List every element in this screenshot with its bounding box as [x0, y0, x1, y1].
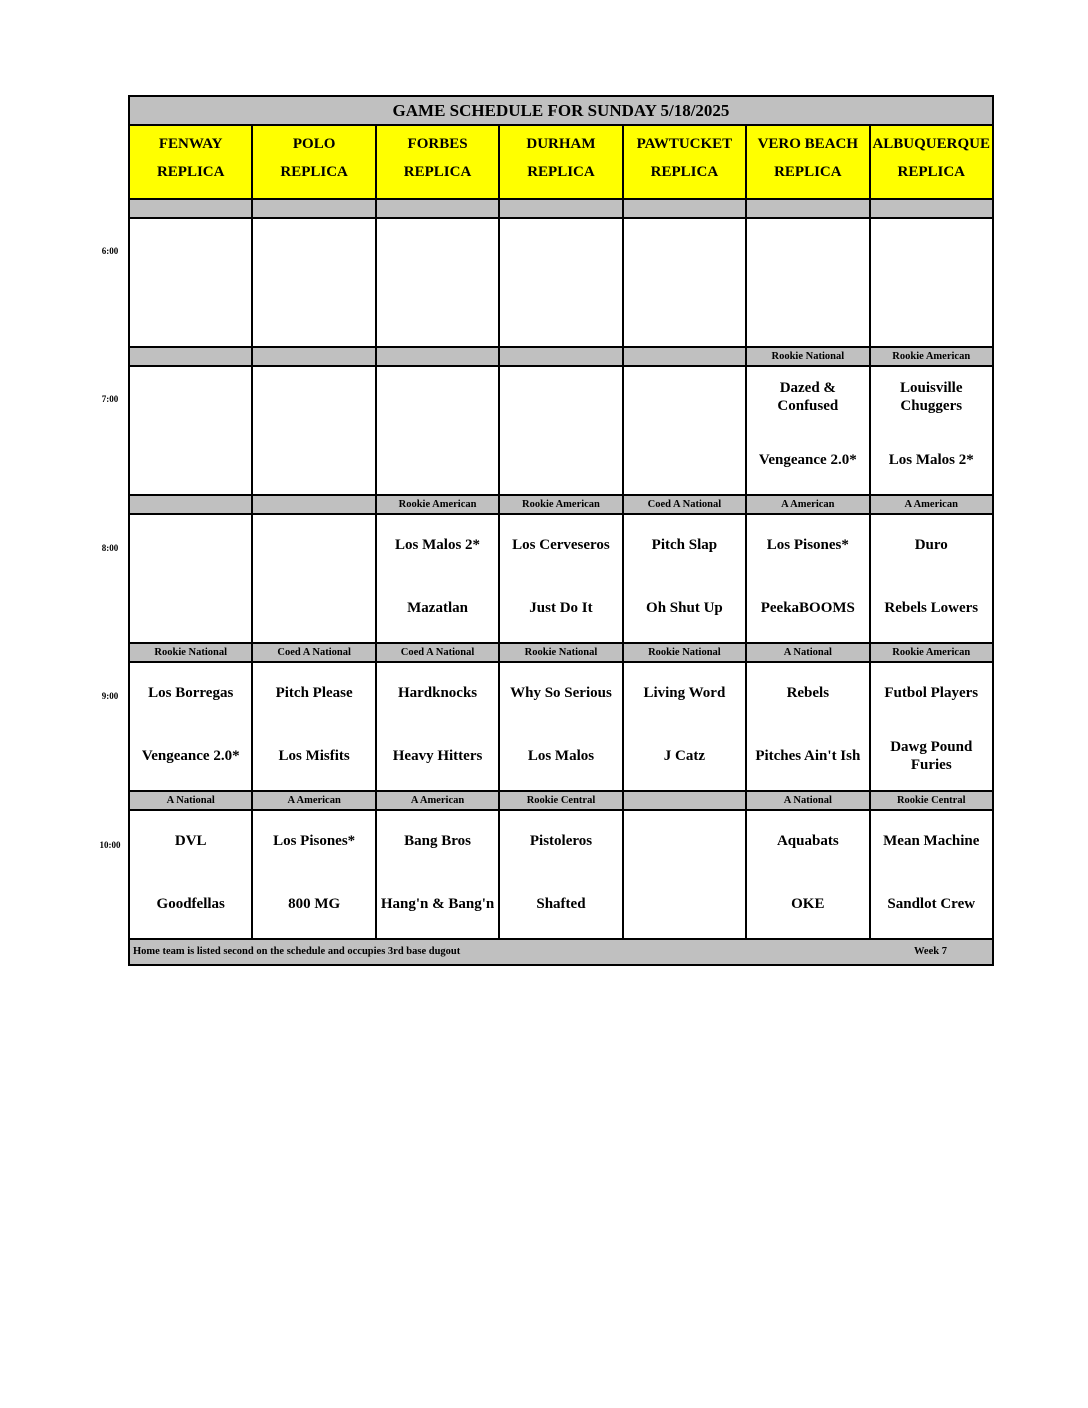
division-label	[130, 348, 251, 365]
away-team: Pitch Please	[275, 685, 353, 701]
game-cell	[869, 811, 992, 938]
away-team	[377, 377, 498, 417]
home-team: Hang'n & Bang'n	[380, 896, 495, 912]
division-label: Rookie National	[154, 647, 228, 658]
away-team	[130, 377, 251, 417]
division-label: A National	[745, 792, 868, 809]
game-cell	[251, 367, 374, 494]
away-team: Mean Machine	[883, 833, 980, 849]
home-team	[500, 292, 621, 332]
home-team	[747, 292, 868, 332]
division-label: Coed A National	[251, 644, 374, 661]
game-cell	[130, 663, 251, 790]
field-subtitle: REPLICA	[156, 164, 225, 180]
field-name: VERO BEACH	[757, 136, 859, 152]
footer-note: Home team is listed second on the schedule and occupies 3rd base dugout	[133, 946, 461, 957]
division-label	[498, 200, 621, 217]
game-cell	[745, 367, 868, 494]
division-label	[251, 496, 374, 513]
away-team	[130, 229, 251, 269]
game-cell	[251, 811, 374, 938]
home-team	[871, 292, 992, 332]
division-label: Rookie Central	[498, 792, 621, 809]
division-label	[375, 200, 498, 217]
away-team: Why So Serious	[510, 685, 612, 701]
away-team: Rebels	[786, 685, 830, 701]
home-team	[624, 884, 745, 924]
away-team	[253, 525, 374, 565]
away-team: Living Word	[643, 685, 726, 701]
game-cell	[251, 515, 374, 642]
game-cell	[622, 811, 745, 938]
field-header	[622, 126, 745, 198]
game-cell	[375, 515, 498, 642]
away-team: Duro	[914, 537, 948, 553]
division-label	[251, 348, 374, 365]
away-team	[253, 377, 374, 417]
game-cell	[251, 663, 374, 790]
game-cell	[622, 663, 745, 790]
division-label: Rookie American	[869, 644, 992, 661]
field-subtitle: REPLICA	[403, 164, 472, 180]
home-team: 800 MG	[288, 896, 341, 912]
away-team	[500, 377, 621, 417]
away-team: Pitch Slap	[651, 537, 718, 553]
field-subtitle: REPLICA	[280, 164, 348, 180]
game-cell	[745, 811, 868, 938]
game-row	[130, 663, 992, 792]
away-team	[253, 229, 374, 269]
away-team	[747, 229, 868, 269]
field-header	[745, 126, 868, 198]
division-label	[622, 792, 745, 809]
home-team: OKE	[791, 896, 825, 912]
game-cell	[375, 219, 498, 346]
game-cell	[498, 515, 621, 642]
division-label	[622, 200, 745, 217]
division-label	[498, 348, 621, 365]
home-team	[130, 292, 251, 332]
division-label	[745, 200, 868, 217]
home-team: Oh Shut Up	[646, 600, 723, 616]
away-team: Louisville Chuggers	[899, 380, 963, 414]
home-team	[377, 440, 498, 480]
field-header	[130, 126, 251, 198]
time-label: 6:00	[101, 245, 119, 256]
game-cell	[498, 219, 621, 346]
field-header	[869, 126, 992, 198]
home-team	[624, 440, 745, 480]
division-label: A National	[166, 795, 215, 806]
game-cell	[869, 663, 992, 790]
away-team: Aquabats	[776, 833, 839, 849]
field-subtitle: REPLICA	[774, 164, 842, 180]
division-label	[130, 496, 251, 513]
division-label: A American	[251, 792, 374, 809]
footer-week: Week 7	[914, 946, 947, 957]
field-name: ALBUQUERQUE	[872, 136, 990, 152]
field-name: PAWTUCKET	[636, 136, 733, 152]
home-team: Mazatlan	[407, 600, 468, 616]
field-header	[251, 126, 374, 198]
game-row	[130, 811, 992, 940]
game-cell	[622, 515, 745, 642]
game-cell	[130, 811, 251, 938]
away-team	[130, 525, 251, 565]
division-label	[622, 348, 745, 365]
home-team: Shafted	[536, 896, 586, 912]
away-team	[500, 229, 621, 269]
home-team: Vengeance 2.0*	[141, 748, 240, 764]
away-team: Hardknocks	[397, 685, 478, 701]
time-label: 10:00	[99, 839, 121, 850]
away-team	[871, 229, 992, 269]
schedule-footer	[130, 940, 992, 964]
division-label: Rookie Central	[869, 792, 992, 809]
game-cell	[130, 367, 251, 494]
division-label: Rookie American	[375, 496, 498, 513]
field-name: FORBES	[407, 136, 468, 152]
home-team	[130, 440, 251, 480]
home-team	[500, 440, 621, 480]
away-team: Los Pisones*	[273, 833, 356, 849]
division-label: A American	[869, 496, 992, 513]
time-label: 8:00	[101, 542, 119, 553]
field-name: FENWAY	[158, 136, 223, 152]
game-cell	[251, 219, 374, 346]
game-cell	[745, 219, 868, 346]
game-cell	[869, 515, 992, 642]
field-header-row	[130, 126, 992, 200]
home-team: PeekaBOOMS	[760, 600, 855, 616]
away-team: Pistoleros	[529, 833, 593, 849]
division-label: A National	[745, 644, 868, 661]
division-row	[130, 644, 992, 663]
division-row	[130, 496, 992, 515]
field-subtitle: REPLICA	[897, 164, 965, 180]
home-team: Los Malos	[527, 748, 595, 764]
away-team: DVL	[174, 833, 207, 849]
away-team: Dazed & Confused	[777, 380, 839, 414]
time-label: 7:00	[101, 394, 119, 404]
away-team: Los Cerveseros	[512, 537, 610, 553]
division-label: Coed A National	[622, 496, 745, 513]
game-row	[130, 367, 992, 496]
away-team: Los Pisones*	[766, 537, 849, 553]
home-team	[130, 588, 251, 628]
home-team	[253, 292, 374, 332]
division-label: Rookie American	[869, 348, 992, 365]
field-subtitle: REPLICA	[527, 164, 595, 180]
field-name: POLO	[292, 136, 336, 152]
home-team: Heavy Hitters	[392, 748, 483, 764]
field-header	[375, 126, 498, 198]
game-cell	[622, 219, 745, 346]
game-cell	[869, 367, 992, 494]
division-label	[869, 200, 992, 217]
home-team	[253, 440, 374, 480]
division-label: A American	[375, 792, 498, 809]
game-cell	[498, 367, 621, 494]
division-label: Coed A National	[375, 644, 498, 661]
game-cell	[498, 663, 621, 790]
game-cell	[498, 811, 621, 938]
home-team: Los Misfits	[278, 748, 350, 764]
division-label	[375, 348, 498, 365]
game-cell	[375, 811, 498, 938]
away-team: Los Malos 2*	[395, 537, 481, 553]
home-team	[377, 292, 498, 332]
schedule-title: GAME SCHEDULE FOR SUNDAY 5/18/2025	[130, 97, 992, 126]
game-row	[130, 219, 992, 348]
division-label: A American	[745, 496, 868, 513]
home-team: Pitches Ain't Ish	[755, 748, 861, 764]
game-row	[130, 515, 992, 644]
field-subtitle: REPLICA	[650, 164, 719, 180]
game-cell	[130, 219, 251, 346]
schedule-sheet	[128, 95, 994, 966]
home-team	[253, 588, 374, 628]
division-label: Rookie National	[622, 644, 745, 661]
game-cell	[375, 663, 498, 790]
division-label	[251, 200, 374, 217]
division-label: Rookie American	[498, 496, 621, 513]
schedule-body	[130, 200, 992, 940]
division-label: Rookie National	[498, 644, 621, 661]
game-cell	[869, 219, 992, 346]
division-row	[130, 200, 992, 219]
away-team	[624, 377, 745, 417]
division-label: Rookie National	[745, 348, 868, 365]
away-team: Bang Bros	[404, 833, 471, 849]
away-team: Futbol Players	[884, 685, 979, 701]
field-name: DURHAM	[526, 136, 596, 152]
home-team: Just Do It	[529, 600, 593, 616]
home-team: Rebels Lowers	[884, 600, 979, 616]
field-header	[498, 126, 621, 198]
home-team	[624, 292, 745, 332]
game-cell	[745, 663, 868, 790]
home-team: Dawg Pound Furies	[890, 739, 973, 773]
game-cell	[622, 367, 745, 494]
game-cell	[745, 515, 868, 642]
away-team: Los Borregas	[148, 685, 234, 701]
away-team	[377, 229, 498, 269]
time-label: 9:00	[101, 691, 119, 701]
game-cell	[375, 367, 498, 494]
division-row	[130, 348, 992, 367]
away-team	[624, 229, 745, 269]
home-team: Goodfellas	[156, 896, 225, 912]
division-label	[130, 200, 251, 217]
game-cell	[130, 515, 251, 642]
home-team: Sandlot Crew	[887, 896, 976, 912]
home-team: Vengeance 2.0*	[758, 452, 857, 468]
division-row	[130, 792, 992, 811]
home-team: Los Malos 2*	[888, 452, 974, 468]
away-team	[624, 821, 745, 861]
home-team: J Catz	[663, 748, 706, 764]
